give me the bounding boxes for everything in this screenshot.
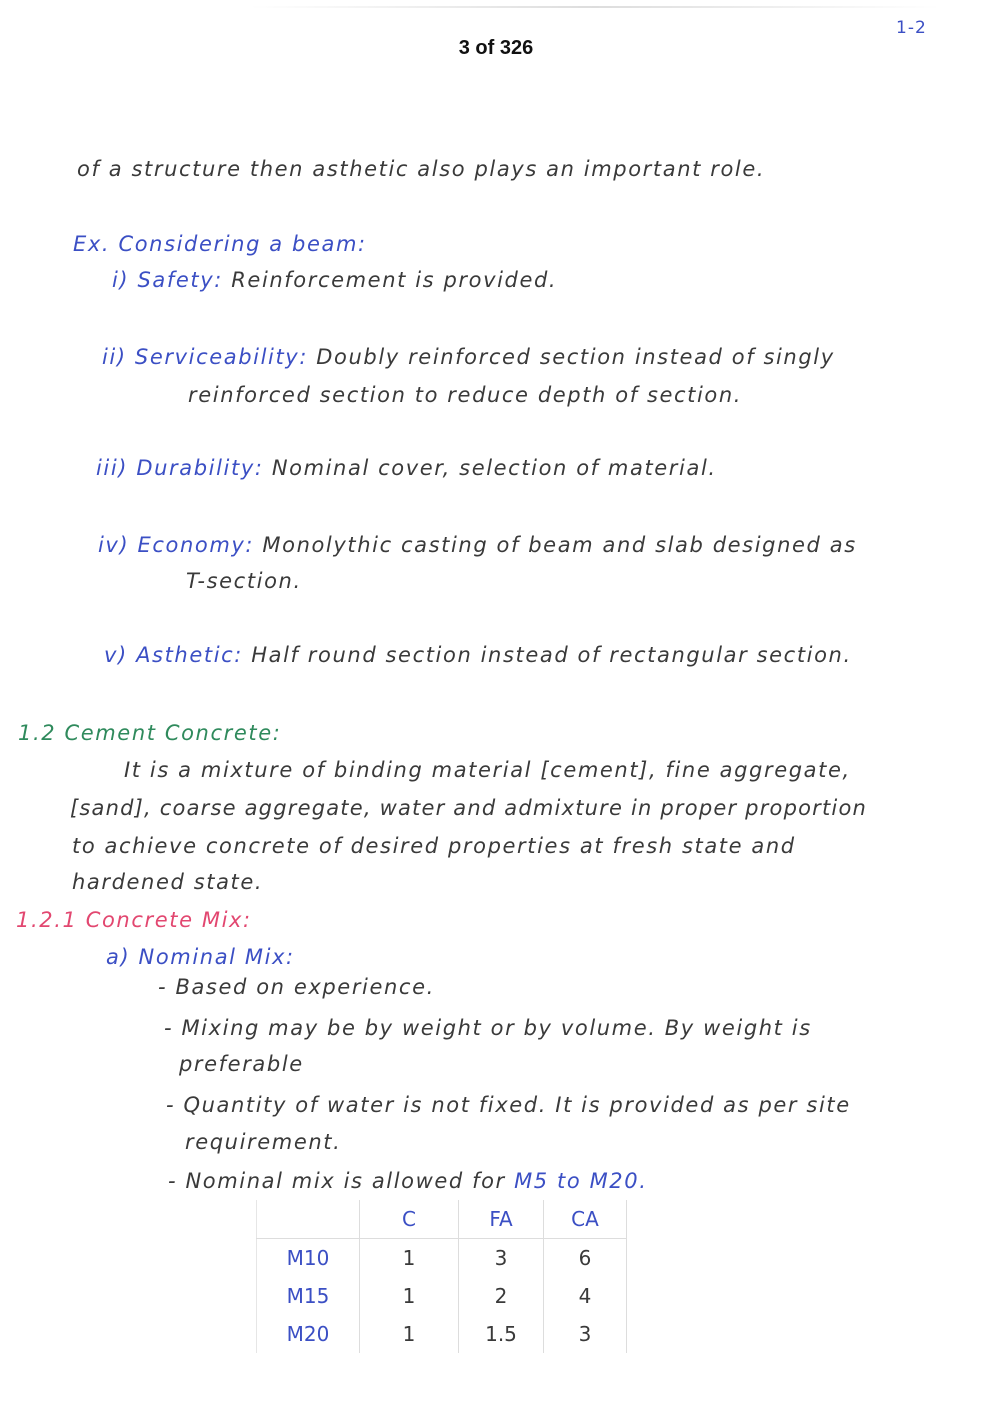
- cell: 3: [459, 1239, 544, 1278]
- header-cell: C: [360, 1200, 459, 1239]
- cell: 4: [544, 1277, 627, 1315]
- text-line: It is a mixture of binding material [cement], fine aggregate,: [124, 758, 851, 782]
- text-line: of a structure then asthetic also plays an important role.: [77, 157, 766, 181]
- section-heading: 1.2 Cement Concrete:: [18, 721, 282, 745]
- cell: 2: [459, 1277, 544, 1315]
- cell: 1: [360, 1239, 459, 1278]
- header-cell: CA: [544, 1200, 627, 1239]
- table-row: [257, 1239, 627, 1278]
- item-label: ii) Serviceability:: [102, 345, 308, 369]
- item-label: i) Safety:: [112, 268, 223, 292]
- list-item: [104, 643, 852, 667]
- text-line: reinforced section to reduce depth of section.: [188, 383, 743, 407]
- table-header-row: [257, 1200, 627, 1239]
- text-line: [sand], coarse aggregate, water and admixture in proper proportion: [70, 796, 868, 820]
- example-heading: Ex. Considering a beam:: [73, 232, 367, 256]
- grade-cell: M15: [257, 1277, 360, 1315]
- text-line: preferable: [179, 1052, 304, 1076]
- list-item: [112, 268, 557, 292]
- list-item: [96, 456, 717, 480]
- text-line: to achieve concrete of desired properties at fresh state and: [72, 834, 796, 858]
- header-cell: [257, 1200, 360, 1239]
- list-item: [98, 533, 857, 557]
- header-cell: FA: [459, 1200, 544, 1239]
- grade-cell: M20: [257, 1315, 360, 1353]
- bullet: - Quantity of water is not fixed. It is provided as per site: [166, 1093, 851, 1117]
- mix-proportion-table: [256, 1200, 627, 1353]
- bullet: [168, 1169, 648, 1193]
- item-label: v) Asthetic:: [104, 643, 243, 667]
- item-text: Monolythic casting of beam and slab designed as: [262, 533, 857, 557]
- item-text: Half round section instead of rectangular section.: [251, 643, 852, 667]
- grade-cell: M10: [257, 1239, 360, 1278]
- cell: 3: [544, 1315, 627, 1353]
- cell: 1.5: [459, 1315, 544, 1353]
- table-row: [257, 1277, 627, 1315]
- subsubsection-heading: a) Nominal Mix:: [106, 945, 295, 969]
- list-item: [102, 345, 835, 369]
- text-line: T-section.: [186, 569, 302, 593]
- cell: 1: [360, 1277, 459, 1315]
- bullet: - Based on experience.: [158, 975, 435, 999]
- item-label: iii) Durability:: [96, 456, 264, 480]
- cell: 6: [544, 1239, 627, 1278]
- item-text: Doubly reinforced section instead of singly: [316, 345, 835, 369]
- text-line: requirement.: [185, 1130, 342, 1154]
- page-counter: 3 of 326: [458, 37, 534, 59]
- item-text: Reinforcement is provided.: [231, 268, 558, 292]
- page-number: 1-2: [896, 18, 927, 38]
- item-label: iv) Economy:: [98, 533, 255, 557]
- grade-range: M5 to M20.: [514, 1169, 648, 1193]
- bullet: - Mixing may be by weight or by volume. By weight is: [164, 1016, 812, 1040]
- item-text: Nominal cover, selection of material.: [271, 456, 717, 480]
- cell: 1: [360, 1315, 459, 1353]
- table-row: [257, 1315, 627, 1353]
- item-text: - Nominal mix is allowed for: [168, 1169, 506, 1193]
- text-line: hardened state.: [72, 870, 264, 894]
- scan-edge: [250, 6, 940, 8]
- subsection-heading: 1.2.1 Concrete Mix:: [16, 908, 252, 932]
